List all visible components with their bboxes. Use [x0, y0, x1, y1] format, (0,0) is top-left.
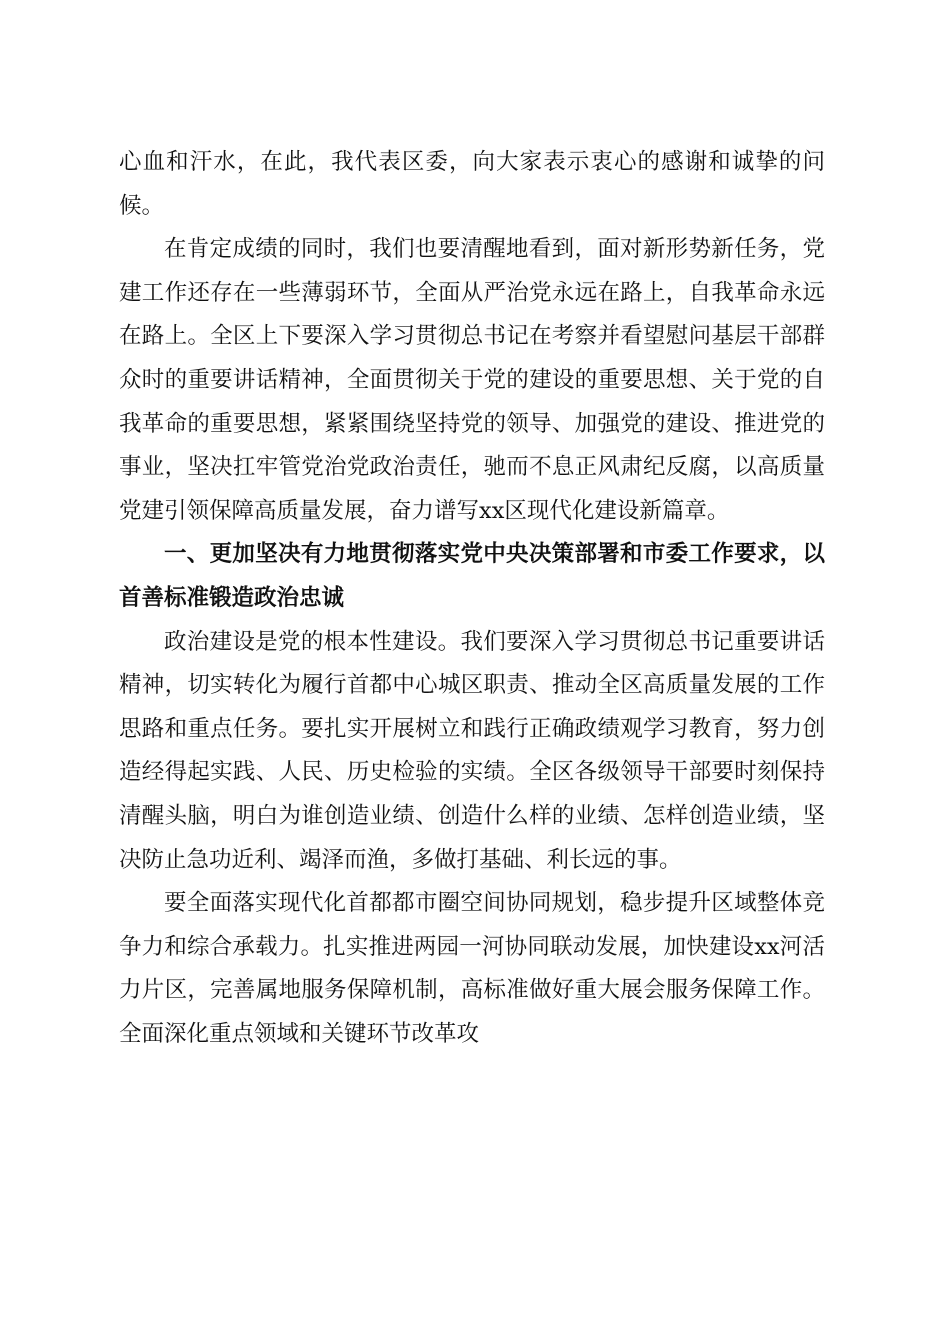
paragraph-metropolitan-coordination: 要全面落实现代化首都都市圈空间协同规划，稳步提升区域整体竞争力和综合承载力。扎实推进两园一河协同联动发展，加快建设xx河活力片区，完善属地服务保障机制，高标准做好重大展会服务保障工作。全面深化重点领域和关键环节改革攻 [119, 890, 825, 1047]
paragraph-political-construction: 政治建设是党的根本性建设。我们要深入学习贯彻总书记重要讲话精神，切实转化为履行首都中心城区职责、推动全区高质量发展的工作思路和重点任务。要扎实开展树立和践行正确政绩观学习教育，努力创造经得起实践、人民、历史检验的实绩。全区各级领导干部要时刻保持清醒头脑，明白为谁创造业绩、创造什么样的业绩、怎样创造业绩，坚决防止急功近利、竭泽而渔，多做打基础、利长远的事。 [119, 628, 825, 873]
section-heading-political-loyalty: 一、更加坚决有力地贯彻落实党中央决策部署和市委工作要求，以首善标准锻造政治忠诚 [119, 541, 825, 611]
paragraph-party-building-challenges: 在肯定成绩的同时，我们也要清醒地看到，面对新形势新任务，党建工作还存在一些薄弱环节，全面从严治党永远在路上，自我革命永远在路上。全区上下要深入学习贯彻总书记在考察并看望慰问基层干部群众时的重要讲话精神，全面贯彻关于党的建设的重要思想、关于党的自我革命的重要思想，紧紧围绕坚持党的领导、加强党的建设、推进党的事业，坚决扛牢管党治党政治责任，驰而不息正风肃纪反腐，以高质量党建引领保障高质量发展，奋力谱写xx区现代化建设新篇章。 [119, 236, 825, 524]
paragraph-continued: 心血和汗水，在此，我代表区委，向大家表示衷心的感谢和诚挚的问候。 [119, 149, 825, 219]
document-body [119, 141, 825, 1056]
